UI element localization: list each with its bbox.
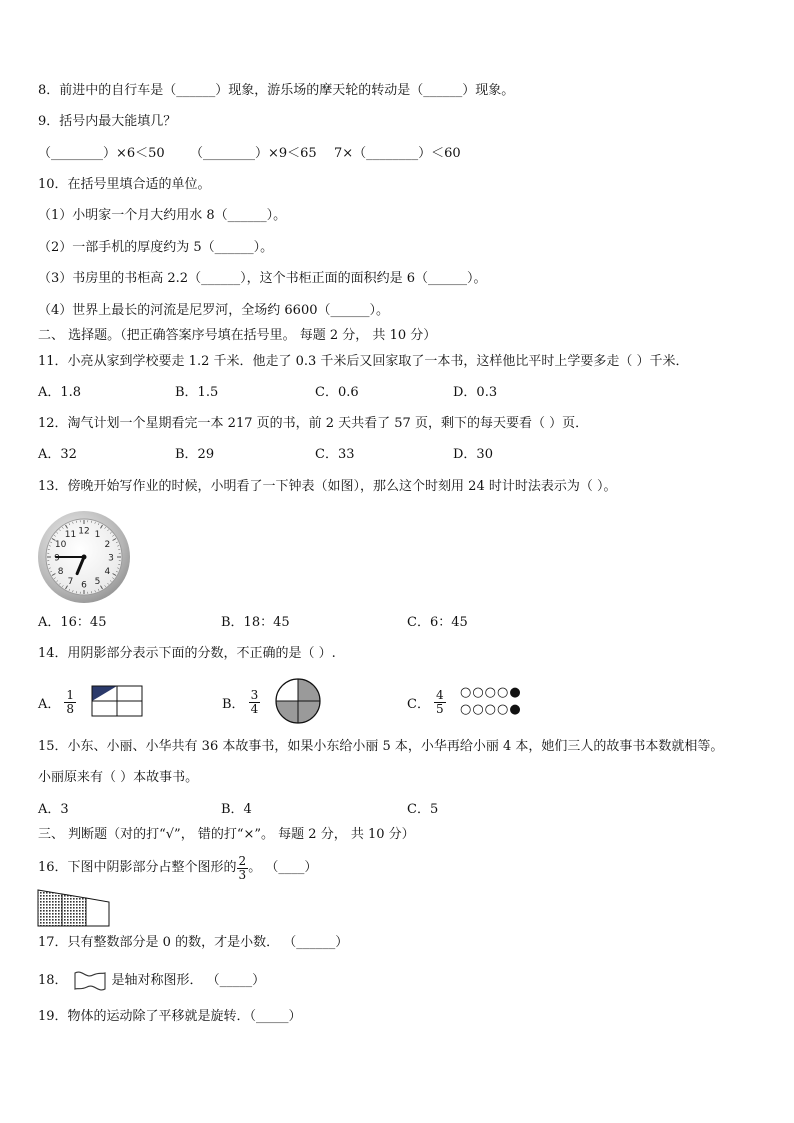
question-16-blank[interactable]: 。 （____） (248, 860, 318, 875)
option-b[interactable]: B．1.5 (175, 385, 219, 400)
option-b[interactable]: B．29 (175, 447, 215, 462)
blank-9a[interactable]: （________）×6＜50 (38, 146, 165, 161)
clock-number: 12 (78, 526, 90, 537)
option-d[interactable]: D．0.3 (453, 385, 498, 400)
option-c[interactable]: C．6：45 (407, 615, 468, 630)
blank-9c[interactable]: 7×（________）＜60 (334, 146, 461, 161)
question-9-blanks (38, 145, 758, 163)
question-10-item[interactable]: （1）小明家一个月大约用水 8（______）。 (38, 208, 287, 223)
section-heading-choice: 二、 选择题。（把正确答案序号填在括号里。 每题 2 分， 共 10 分） (38, 328, 437, 343)
question-12-options (38, 446, 758, 464)
shaded-part (62, 894, 86, 926)
clock-number: 5 (94, 576, 101, 587)
question-15-continued: 小丽原来有（ ）本故事书。 (38, 770, 199, 785)
option-a[interactable]: A．1.8 (38, 385, 82, 400)
circles-row: ○○○○● (460, 685, 522, 700)
question-15-options (38, 801, 758, 819)
option-b[interactable]: B．4 (221, 802, 252, 817)
fraction: $\frac{3}{4}$ (250, 687, 259, 716)
option-a[interactable]: A．3 (38, 802, 69, 817)
option-c[interactable] (407, 684, 446, 720)
fraction: $\frac{4}{5}$ (435, 687, 444, 716)
clock-number: 7 (67, 576, 74, 587)
question-10-item[interactable]: （2）一部手机的厚度约为 5（______）。 (38, 240, 274, 255)
unshaded-part (86, 898, 109, 926)
question-19[interactable]: 19．物体的运动除了平移就是旋转．（_____） (38, 1009, 302, 1024)
question-9: 9．括号内最大能填几？ (38, 114, 177, 129)
clock-number: 11 (64, 530, 77, 541)
question-16-text: 16．下图中阴影部分占整个图形的 (38, 860, 237, 875)
question-12: 12．淘气计划一个星期看完一本 217 页的书，前 2 天共看了 57 页，剩下的每天要看（ ）页． (38, 416, 589, 431)
question-16[interactable] (38, 853, 317, 883)
clock-figure (37, 510, 131, 604)
option-c[interactable]: C．5 (407, 802, 439, 817)
option-c[interactable]: C．0.6 (315, 385, 359, 400)
option-b[interactable] (222, 684, 260, 720)
clock-number: 9 (54, 553, 60, 564)
option-label: B． (222, 696, 245, 712)
question-15: 15．小东、小丽、小华共有 36 本故事书，如果小东给小丽 5 本，小华再给小丽 4 本，她们三人的故事书本数就相等。 (38, 739, 724, 754)
fraction: $\frac{1}{8}$ (66, 687, 75, 716)
question-11-options (38, 384, 758, 402)
question-10: 10．在括号里填合适的单位。 (38, 177, 211, 192)
option-a[interactable]: A．32 (38, 447, 77, 462)
question-18-number: 18． (38, 973, 68, 988)
question-10-item[interactable]: （3）书房里的书柜高 2.2（______），这个书柜正面的面积约是 6（______）。 (38, 271, 487, 286)
question-10-item[interactable]: （4）世界上最长的河流是尼罗河，全场约 6600（______）。 (38, 303, 389, 318)
clock-number: 4 (104, 567, 111, 577)
circles-row: ○○○○● (460, 702, 522, 717)
question-14: 14．用阴影部分表示下面的分数，不正确的是（ ）. (38, 646, 336, 661)
option-a[interactable] (38, 684, 76, 720)
clock-number: 2 (104, 540, 111, 550)
circle-quarters-figure (274, 677, 322, 725)
option-label: A． (38, 696, 61, 712)
question-13-options (38, 614, 758, 632)
question-8: 8．前进中的自行车是（______）现象，游乐场的摩天轮的转动是（______）现象。 (38, 83, 515, 98)
clock-number: 6 (81, 580, 87, 591)
clock-number: 8 (57, 567, 64, 577)
fraction: $\frac{2}{3}$ (238, 853, 247, 882)
option-a[interactable]: A．16：45 (38, 615, 107, 630)
shaded-triangle (92, 686, 117, 701)
question-13: 13．傍晚开始写作业的时候，小明看了一下钟表（如图），那么这个时刻用 24 时计时法表示为（ ）。 (38, 479, 617, 494)
option-label: C． (407, 696, 430, 712)
trapezoid-figure (37, 889, 111, 927)
clock-center (82, 555, 87, 560)
rectangle-eighths-figure (91, 685, 143, 717)
question-11: 11．小亮从家到学校要走 1.2 千米．他走了 0.3 千米后又回家取了一本书，这样他比平时上学要多走（ ）千米． (38, 354, 689, 369)
question-18[interactable] (38, 970, 265, 992)
option-c[interactable]: C．33 (315, 447, 355, 462)
option-b[interactable]: B．18：45 (221, 615, 290, 630)
clock-number: 3 (108, 553, 114, 564)
blank-9b[interactable]: （________）×9＜65 (190, 146, 317, 161)
clock-number: 1 (94, 530, 101, 541)
shaded-part (38, 890, 62, 926)
option-d[interactable]: D．30 (453, 447, 493, 462)
section-heading-judgement: 三、 判断题（对的打“√”， 错的打“×”。 每题 2 分， 共 10 分） (38, 827, 415, 842)
circles-figure (460, 684, 522, 718)
question-17[interactable]: 17．只有整数部分是 0 的数，才是小数． （______） (38, 935, 349, 950)
question-18-text: 是轴对称图形． （_____） (111, 973, 266, 988)
wave-shape-figure (72, 970, 108, 992)
clock-number: 10 (54, 540, 67, 550)
